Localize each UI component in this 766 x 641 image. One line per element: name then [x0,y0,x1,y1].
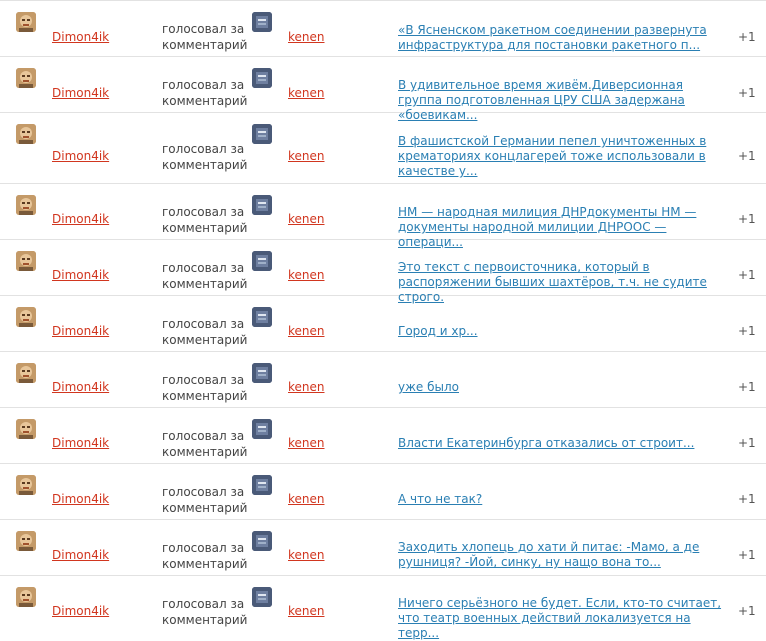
voter-link[interactable]: Dimon4ik [52,149,110,163]
comment-link[interactable]: В фашистской Германии пепел уничтоженных в крематориях концлагерей тоже использовали в качестве у... [398,134,707,178]
action-text: голосовал за комментарий [162,373,248,403]
activity-row [0,57,766,122]
activity-row [0,296,766,352]
author-avatar[interactable] [252,419,272,439]
activity-row [0,240,766,304]
activity-row [0,576,766,640]
comment-link[interactable]: уже было [398,380,459,394]
action-text: голосовал за комментарий [162,541,248,571]
comment-link[interactable]: Власти Екатеринбурга отказались от строит... [398,436,695,450]
activity-row [0,520,766,576]
activity-row [0,464,766,520]
author-avatar[interactable] [252,251,272,271]
vote-score: +1 [738,212,756,226]
voter-avatar[interactable] [16,195,36,215]
voter-link[interactable]: Dimon4ik [52,324,110,338]
action-text: голосовал за комментарий [162,317,248,347]
vote-score: +1 [738,436,756,450]
vote-score: +1 [738,324,756,338]
voter-avatar[interactable] [16,587,36,607]
voter-link[interactable]: Dimon4ik [52,436,110,450]
author-link[interactable]: kenen [288,604,325,618]
vote-score: +1 [738,268,756,282]
comment-link[interactable]: «В Ясненском ракетном соединении развернута инфраструктура для постановки ракетного п... [398,23,707,52]
voter-avatar[interactable] [16,68,36,88]
vote-score: +1 [738,604,756,618]
voter-avatar[interactable] [16,419,36,439]
voter-link[interactable]: Dimon4ik [52,268,110,282]
author-avatar[interactable] [252,195,272,215]
comment-link[interactable]: Город и хр... [398,324,478,338]
comment-link[interactable]: А что не так? [398,492,483,506]
comment-link[interactable]: НМ — народная милиция ДНРдокументы НМ — документы народной милиции ДНРООС — операци... [398,205,697,249]
vote-score: +1 [738,380,756,394]
activity-row [0,408,766,464]
action-text: голосовал за комментарий [162,429,248,459]
vote-score: +1 [738,149,756,163]
author-link[interactable]: kenen [288,324,325,338]
vote-score: +1 [738,86,756,100]
author-link[interactable]: kenen [288,436,325,450]
author-link[interactable]: kenen [288,149,325,163]
voter-avatar[interactable] [16,531,36,551]
voter-avatar[interactable] [16,307,36,327]
voter-avatar[interactable] [16,363,36,383]
voter-link[interactable]: Dimon4ik [52,380,110,394]
activity-row [0,1,766,57]
author-avatar[interactable] [252,124,272,144]
author-avatar[interactable] [252,68,272,88]
voter-link[interactable]: Dimon4ik [52,604,110,618]
voter-link[interactable]: Dimon4ik [52,30,110,44]
action-text: голосовал за комментарий [162,22,248,52]
activity-row [0,184,766,249]
voter-avatar[interactable] [16,251,36,271]
action-text: голосовал за комментарий [162,485,248,515]
voter-link[interactable]: Dimon4ik [52,492,110,506]
activity-row [0,352,766,408]
voter-link[interactable]: Dimon4ik [52,548,110,562]
author-avatar[interactable] [252,587,272,607]
action-text: голосовал за комментарий [162,597,248,627]
author-avatar[interactable] [252,307,272,327]
author-link[interactable]: kenen [288,30,325,44]
voter-avatar[interactable] [16,124,36,144]
author-link[interactable]: kenen [288,548,325,562]
vote-score: +1 [738,492,756,506]
comment-link[interactable]: Заходить хлопець до хати й питає: -Мамо, а де рушниця? -Йой, синку, ну нащо вона то... [398,540,700,569]
vote-score: +1 [738,30,756,44]
action-text: голосовал за комментарий [162,205,248,235]
comment-link[interactable]: В удивительное время живём.Диверсионная группа подготовленная ЦРУ США задержана «боевикам... [398,78,685,122]
author-avatar[interactable] [252,363,272,383]
comment-link[interactable]: Это текст с первоисточника, который в распоряжении бывших шахтёров, т.ч. не судите строго. [398,260,707,304]
author-link[interactable]: kenen [288,268,325,282]
voter-avatar[interactable] [16,475,36,495]
action-text: голосовал за комментарий [162,78,248,108]
author-link[interactable]: kenen [288,86,325,100]
activity-row [0,113,766,184]
voter-avatar[interactable] [16,12,36,32]
voter-link[interactable]: Dimon4ik [52,86,110,100]
action-text: голосовал за комментарий [162,142,248,172]
voter-link[interactable]: Dimon4ik [52,212,110,226]
vote-score: +1 [738,548,756,562]
action-text: голосовал за комментарий [162,261,248,291]
author-link[interactable]: kenen [288,380,325,394]
author-link[interactable]: kenen [288,492,325,506]
author-link[interactable]: kenen [288,212,325,226]
author-avatar[interactable] [252,475,272,495]
comment-link[interactable]: Ничего серьёзного не будет. Если, кто-то считает, что театр военных действий локализуется на терр... [398,596,722,640]
author-avatar[interactable] [252,531,272,551]
author-avatar[interactable] [252,12,272,32]
